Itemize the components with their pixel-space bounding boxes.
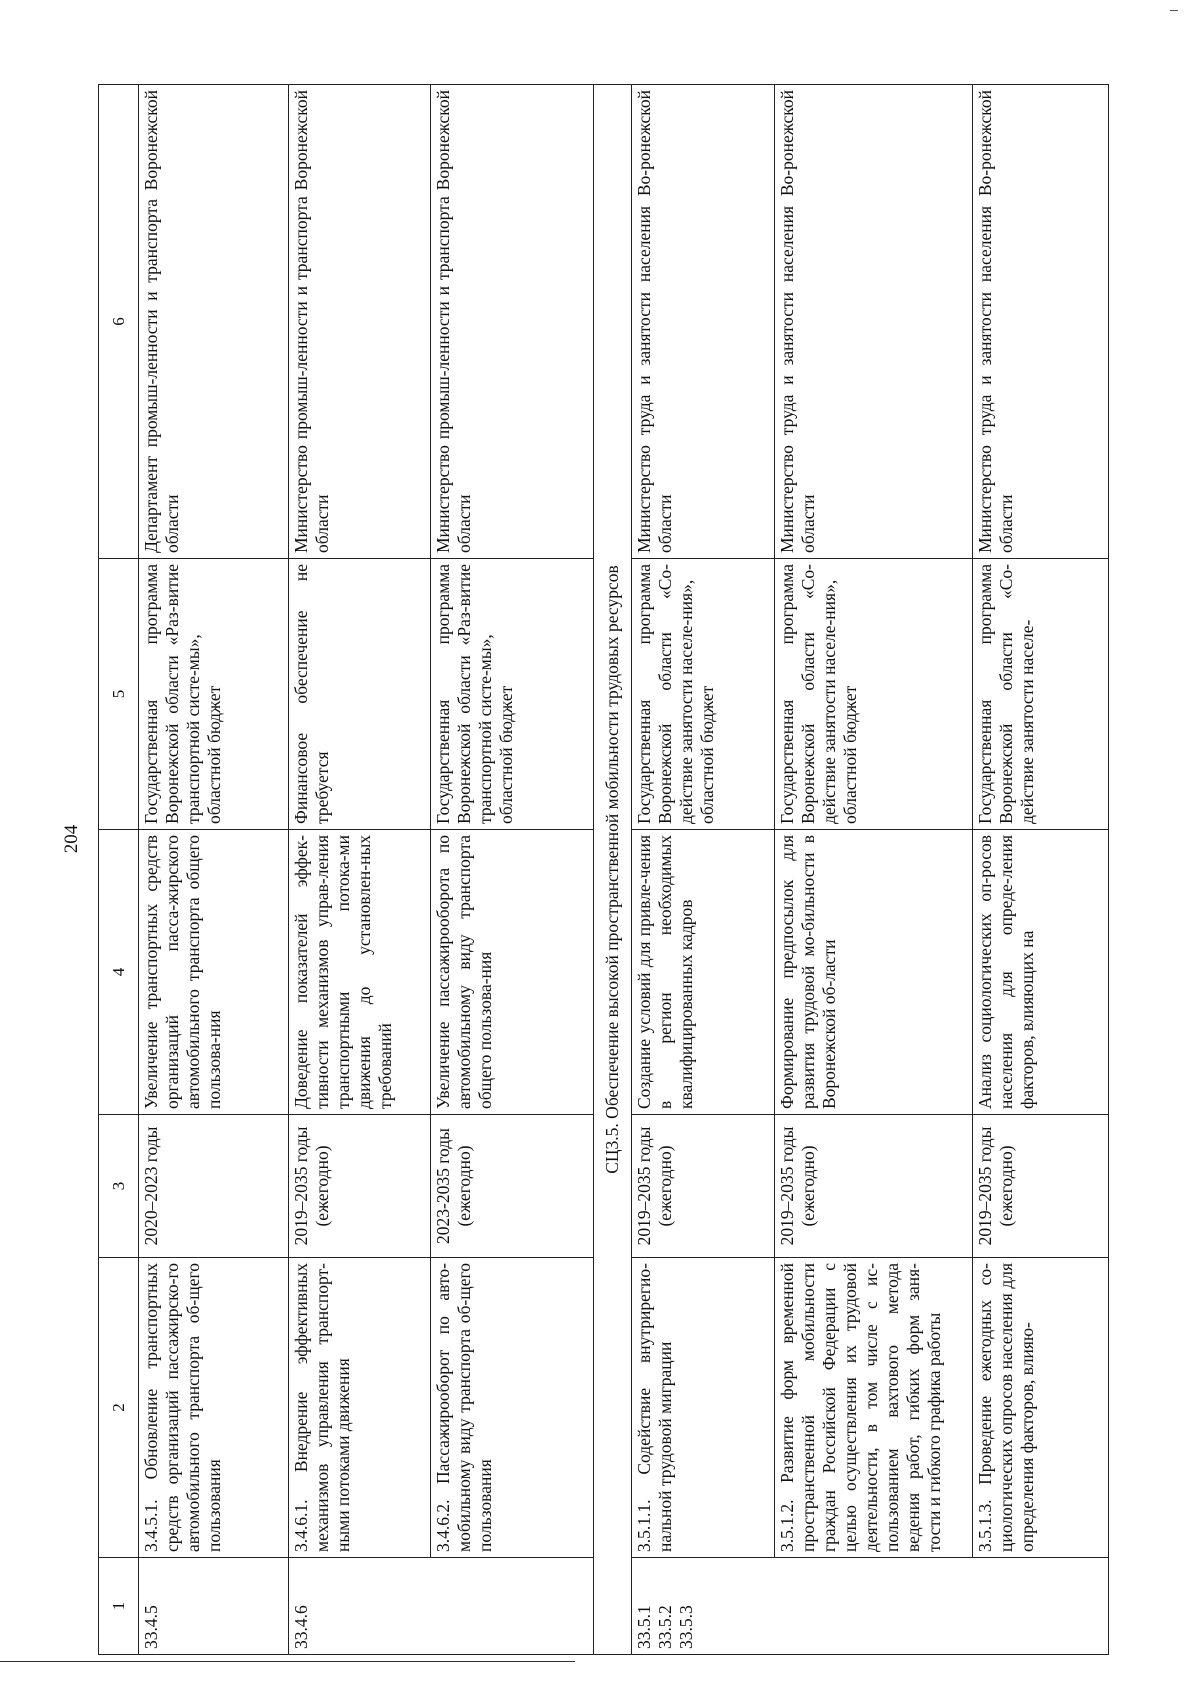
executor-cell: Министерство труда и занятости населения Во-ронежской области xyxy=(973,85,1109,559)
table-row xyxy=(775,85,973,1655)
result-cell: Увеличение пассажирооборота по автомобильному виду транспорта общего пользова-ния xyxy=(431,830,594,1115)
header-cell: 1 xyxy=(99,1558,139,1655)
period-cell: 2023-2035 годы (ежегодно) xyxy=(431,1115,594,1258)
result-cell: Доведение показателей эффек-тивности механизмов управ-ления транспортными потока-ми движения до установлен-ных требований xyxy=(289,830,431,1115)
header-cell: 3 xyxy=(99,1115,139,1258)
period-cell: 2019–2035 годы (ежегодно) xyxy=(632,1115,775,1258)
source-cell: Государственная программа Воронежской области «Со-действие занятости населе-ния», областной бюджет xyxy=(775,559,973,830)
source-cell: Государственная программа Воронежской области «Раз-витие транспортной систе-мы», областной бюджет xyxy=(431,559,594,830)
table-row xyxy=(973,85,1109,1655)
scan-mark xyxy=(1170,10,1178,11)
result-cell: Анализ социологических оп-росов населения для опреде-ления факторов, влияющих на xyxy=(973,830,1109,1115)
source-cell: Государственная программа Воронежской области «Со-действие занятости населе-ния», областной бюджет xyxy=(632,559,775,830)
period-cell: 2019–2035 годы (ежегодно) xyxy=(289,1115,431,1258)
header-cell: 2 xyxy=(99,1258,139,1558)
measure-cell: 3.4.6.1. Внедрение эффективных механизмов управления транспорт-ными потоками движения xyxy=(289,1258,431,1558)
header-cell: 6 xyxy=(99,85,139,559)
executor-cell: Министерство труда и занятости населения Во-ронежской области xyxy=(775,85,973,559)
source-cell: Государственная программа Воронежской области «Со-действие занятости населе- xyxy=(973,559,1109,830)
executor-cell: Министерство труда и занятости населения Во-ронежской области xyxy=(632,85,775,559)
header-cell: 4 xyxy=(99,830,139,1115)
code-cell xyxy=(431,1558,594,1655)
section-row xyxy=(594,85,632,1655)
table-row xyxy=(289,85,431,1655)
result-cell: Увеличение транспортных средств организаций пасса-жирского автомобильного транспорта общего пользова-ния xyxy=(139,830,289,1115)
footer-rule xyxy=(0,1661,575,1662)
period-cell: 2019–2035 годы (ежегодно) xyxy=(775,1115,973,1258)
source-cell: Финансовое обеспечение не требуется xyxy=(289,559,431,830)
table-row xyxy=(431,85,594,1655)
period-cell: 2019–2035 годы (ежегодно) xyxy=(973,1115,1109,1258)
result-cell: Формирование предпосылок для развития трудовой мо-бильности в Воронежской об-ласти xyxy=(775,830,973,1115)
source-cell: Государственная программа Воронежской области «Раз-витие транспортной систе-мы», областной бюджет xyxy=(139,559,289,830)
section-title: СЦ3.5. Обеспечение высокой пространственной мобильности трудовых ресурсов xyxy=(594,85,632,1655)
measure-cell: 3.4.6.2. Пассажирооборот по авто-мобильному виду транспорта об-щего пользования xyxy=(431,1258,594,1558)
rotated-table-wrapper xyxy=(98,85,1108,1655)
table-row xyxy=(632,85,775,1655)
table-header-row xyxy=(99,85,139,1655)
code-cell: 33.5.1 33.5.2 33.5.3 xyxy=(632,1558,1109,1655)
measure-cell: 3.4.5.1. Обновление транспортных средств организаций пассажирско-го автомобильного транспорта об-щего пользования xyxy=(139,1258,289,1558)
period-cell: 2020–2023 годы xyxy=(139,1115,289,1258)
executor-cell: Департамент промыш-ленности и транспорта Воронежской области xyxy=(139,85,289,559)
measure-cell: 3.5.1.2. Развитие форм временной пространственной мобильности граждан Российской Федерации с целью осуществления их трудовой деятельности, в том числе с ис-пользованием вахтового метода ведения работ, гибких форм заня-тости и гибкого графика работы xyxy=(775,1258,973,1558)
code-cell: 33.4.6 xyxy=(289,1558,431,1655)
measure-cell: 3.5.1.1. Содействие внутрирегио-нальной трудовой миграции xyxy=(632,1258,775,1558)
executor-cell: Министерство промыш-ленности и транспорта Воронежской области xyxy=(431,85,594,559)
measure-cell: 3.5.1.3. Проведение ежегодных со-циологических опросов населения для определения факторов, влияю- xyxy=(973,1258,1109,1558)
code-cell: 33.4.5 xyxy=(139,1558,289,1655)
page-number: 204 xyxy=(61,824,82,854)
executor-cell: Министерство промыш-ленности и транспорта Воронежской области xyxy=(289,85,431,559)
result-cell: Создание условий для привле-чения в регион необходимых квалифицированных кадров xyxy=(632,830,775,1115)
table-row xyxy=(139,85,289,1655)
measures-table xyxy=(98,84,1109,1655)
header-cell: 5 xyxy=(99,559,139,830)
